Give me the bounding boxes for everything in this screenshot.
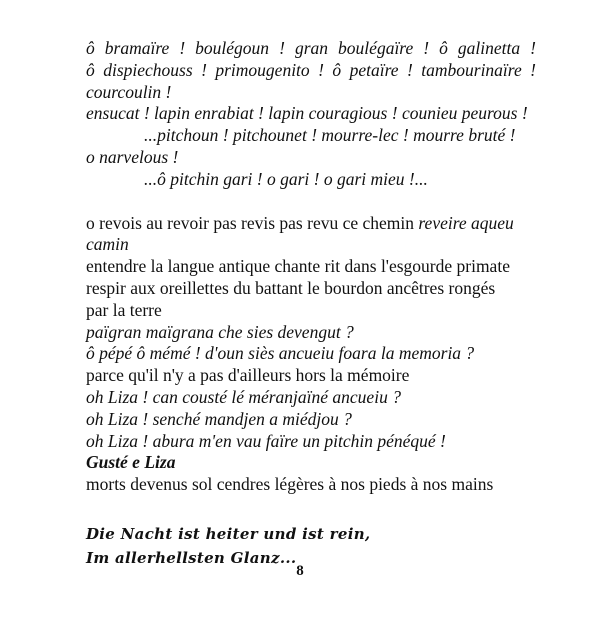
gothic-line: Im allerhellsten Glanz... xyxy=(86,548,297,567)
verse-line: ...pitchoun ! pitchounet ! mourre-lec ! mourre bruté ! xyxy=(144,125,516,146)
stanza-1 xyxy=(86,38,536,191)
verse-line: oh Liza ! can cousté lé méranjaïné ancueiu ? xyxy=(86,386,401,407)
gothic-line: Die Nacht ist heiter und ist rein, xyxy=(86,524,371,543)
verse-line: entendre la langue antique chante rit dans l'esgourde primate xyxy=(86,256,510,277)
verse-line: oh Liza ! senché mandjen a miédjou ? xyxy=(86,408,352,429)
verse-line: ô pépé ô mémé ! d'oun siès ancueiu foara la memoria ? xyxy=(86,343,475,364)
page-number: 8 xyxy=(296,563,304,579)
verse-line xyxy=(86,213,536,235)
verse-line: païgran maïgrana che sies devengut ? xyxy=(86,321,354,342)
verse-line: parce qu'il n'y a pas d'ailleurs hors la mémoire xyxy=(86,365,410,386)
verse-line: ô dispiechouss ! primougenito ! ô petaïre ! tambourinaïre ! xyxy=(86,59,536,80)
names-heading: Gusté e Liza xyxy=(86,452,176,473)
verse-text-italic: reveire aqueu xyxy=(418,212,514,233)
stanza-gap xyxy=(86,496,536,522)
verse-line: morts devenus sol cendres légères à nos pieds à nos mains xyxy=(86,474,494,495)
verse-line: o narvelous ! xyxy=(86,146,179,167)
verse-line: ensucat ! lapin enrabiat ! lapin couragious ! counieu peurous ! xyxy=(86,103,528,124)
stanza-gap xyxy=(86,191,536,213)
verse-line: respir aux oreillettes du battant le bourdon ancêtres rongés xyxy=(86,277,496,298)
verse-line: oh Liza ! abura m'en vau faïre un pitchin pénéqué ! xyxy=(86,430,446,451)
stanza-2 xyxy=(86,213,536,496)
poem-page xyxy=(86,38,536,570)
verse-line: camin xyxy=(86,234,129,255)
verse-line: ...ô pitchin gari ! o gari ! o gari mieu !... xyxy=(144,168,428,189)
verse-line: par la terre xyxy=(86,299,162,320)
verse-text: o revois au revoir pas revis pas revu ce chemin xyxy=(86,212,419,233)
verse-line: courcoulin ! xyxy=(86,81,172,102)
verse-line: ô bramaïre ! boulégoun ! gran boulégaïre ! ô galinetta ! xyxy=(86,38,536,58)
